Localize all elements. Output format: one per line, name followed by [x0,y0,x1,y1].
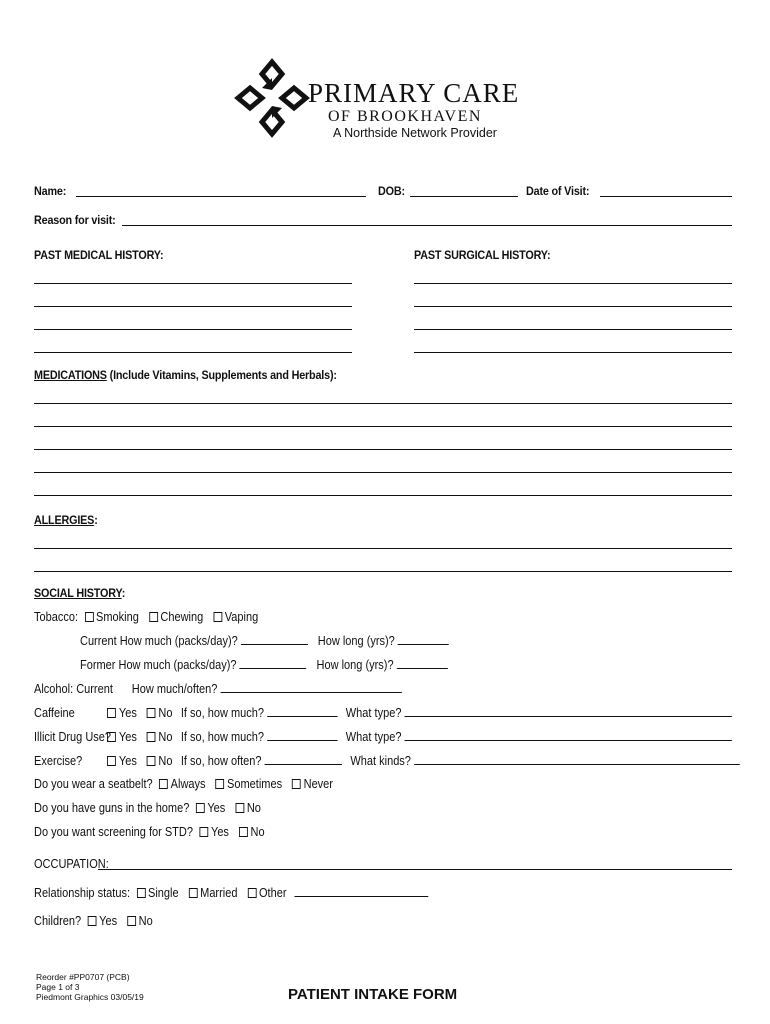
single-checkbox[interactable] [137,888,146,898]
std-question: Do you want screening for STD? [34,825,193,839]
guns-yes-checkbox[interactable] [196,803,205,813]
medications-line[interactable] [34,403,732,404]
social-history-label: SOCIAL HISTORY [34,586,122,600]
illicit-no-label: No [158,730,173,744]
alcohol-question: How much/often? [131,682,218,696]
guns-question: Do you have guns in the home? [34,801,190,815]
medications-line[interactable] [34,449,732,450]
alcohol-field[interactable] [220,683,401,693]
children-yes-checkbox[interactable] [88,916,97,926]
medical-history-line[interactable] [34,306,352,307]
caffeine-yes-label: Yes [118,706,137,720]
medications-label: MEDICATIONS [34,368,107,382]
alcohol-label: Alcohol: Current [34,682,113,696]
illicit-type-label: What type? [345,730,402,744]
current-amount-label: Current How much (packs/day)? [80,634,238,648]
seatbelt-never-checkbox[interactable] [292,779,301,789]
occupation-field[interactable] [98,869,732,870]
seatbelt-never-label: Never [303,777,333,791]
current-amount-field[interactable] [241,635,308,645]
seatbelt-row [34,777,333,791]
exercise-yes-label: Yes [118,754,137,768]
medications-line[interactable] [34,472,732,473]
surgical-history-line[interactable] [414,283,732,284]
brand-tagline: A Northside Network Provider [333,126,497,140]
married-checkbox[interactable] [189,888,198,898]
past-medical-history-heading: PAST MEDICAL HISTORY: [34,248,164,262]
current-duration-label: How long (yrs)? [317,634,395,648]
guns-no-checkbox[interactable] [235,803,244,813]
dob-label: DOB: [378,184,405,198]
caffeine-type-label: What type? [345,706,402,720]
relationship-label: Relationship status: [34,886,131,900]
form-title: PATIENT INTAKE FORM [288,986,458,1003]
std-row [34,825,265,839]
illicit-drug-label: Illicit Drug Use? [34,730,112,744]
children-label: Children? [34,914,82,928]
exercise-row [34,754,740,768]
allergies-label: ALLERGIES [34,513,95,527]
surgical-history-line[interactable] [414,352,732,353]
exercise-no-label: No [158,754,173,768]
allergies-heading [34,513,98,527]
tobacco-label: Tobacco: [34,610,79,624]
seatbelt-sometimes-label: Sometimes [227,777,283,791]
guns-row [34,801,261,815]
married-label: Married [200,886,238,900]
social-history-heading [34,586,125,600]
vaping-label: Vaping [224,610,259,624]
std-no-label: No [250,825,265,839]
seatbelt-always-checkbox[interactable] [159,779,168,789]
chewing-label: Chewing [160,610,204,624]
single-label: Single [148,886,179,900]
logo-mark-icon [232,58,312,138]
caffeine-row [34,706,732,720]
caffeine-no-checkbox[interactable] [147,708,156,718]
seatbelt-question: Do you wear a seatbelt? [34,777,153,791]
exercise-label: Exercise? [34,754,83,768]
smoking-label: Smoking [96,610,139,624]
illicit-amount-field[interactable] [267,731,337,741]
illicit-yes-label: Yes [118,730,137,744]
footer-info [36,972,144,1002]
illicit-yes-checkbox[interactable] [107,732,116,742]
medications-heading [34,368,337,382]
exercise-yes-checkbox[interactable] [107,756,116,766]
social-history-colon: : [121,586,126,600]
brand-subtitle: OF BROOKHAVEN [328,108,482,125]
surgical-history-line[interactable] [414,306,732,307]
children-no-checkbox[interactable] [127,916,136,926]
brand-name: PRIMARY CARE [308,78,520,108]
former-duration-field[interactable] [397,659,448,669]
vaping-checkbox[interactable] [213,612,222,622]
medications-line[interactable] [34,426,732,427]
caffeine-type-field[interactable] [405,707,732,717]
relationship-row [34,886,429,900]
illicit-amount-label: If so, how much? [180,730,264,744]
medications-note: (Include Vitamins, Supplements and Herbals): [106,368,337,382]
medical-history-line[interactable] [34,352,352,353]
logo [232,58,542,138]
exercise-kinds-label: What kinds? [350,754,411,768]
exercise-frequency-field[interactable] [265,755,342,765]
medical-history-line[interactable] [34,283,352,284]
exercise-kinds-field[interactable] [414,755,740,765]
tobacco-row [34,610,258,624]
exercise-no-checkbox[interactable] [147,756,156,766]
children-no-label: No [138,914,153,928]
visit-date-label: Date of Visit: [526,184,590,198]
reason-label: Reason for visit: [34,213,116,227]
caffeine-label: Caffeine [34,706,75,720]
occupation-label: OCCUPATION: [34,857,109,871]
tobacco-current-row [80,634,449,648]
smoking-checkbox[interactable] [85,612,94,622]
name-label: Name: [34,184,67,198]
former-amount-field[interactable] [240,659,307,669]
exercise-frequency-label: If so, how often? [180,754,262,768]
guns-no-label: No [246,801,261,815]
name-field[interactable] [76,196,366,197]
tobacco-former-row [80,658,448,672]
illicit-no-checkbox[interactable] [147,732,156,742]
illicit-type-field[interactable] [405,731,732,741]
seatbelt-always-label: Always [170,777,206,791]
chewing-checkbox[interactable] [149,612,158,622]
printer-info: Piedmont Graphics 03/05/19 [36,992,144,1002]
current-duration-field[interactable] [398,635,449,645]
caffeine-amount-field[interactable] [267,707,337,717]
allergies-line[interactable] [34,548,732,549]
reorder-number: Reorder #PP0707 (PCB) [36,972,130,982]
dob-field[interactable] [410,196,518,197]
std-yes-checkbox[interactable] [200,827,209,837]
page-number: Page 1 of 3 [36,982,80,992]
other-field[interactable] [295,887,429,897]
guns-yes-label: Yes [207,801,226,815]
caffeine-amount-label: If so, how much? [180,706,264,720]
former-amount-label: Former How much (packs/day)? [80,658,237,672]
allergies-colon: : [94,513,98,527]
std-yes-label: Yes [210,825,229,839]
other-checkbox[interactable] [248,888,257,898]
other-label: Other [258,886,287,900]
medical-history-line[interactable] [34,329,352,330]
surgical-history-line[interactable] [414,329,732,330]
past-surgical-history-heading: PAST SURGICAL HISTORY: [414,248,551,262]
std-no-checkbox[interactable] [239,827,248,837]
former-duration-label: How long (yrs)? [316,658,394,672]
reason-field[interactable] [122,225,732,226]
medications-line[interactable] [34,495,732,496]
illicit-drug-row [34,730,732,744]
alcohol-row [34,682,402,696]
caffeine-no-label: No [158,706,173,720]
allergies-line[interactable] [34,571,732,572]
visit-date-field[interactable] [600,196,732,197]
children-yes-label: Yes [99,914,118,928]
seatbelt-sometimes-checkbox[interactable] [216,779,225,789]
caffeine-yes-checkbox[interactable] [107,708,116,718]
children-row [34,914,153,928]
